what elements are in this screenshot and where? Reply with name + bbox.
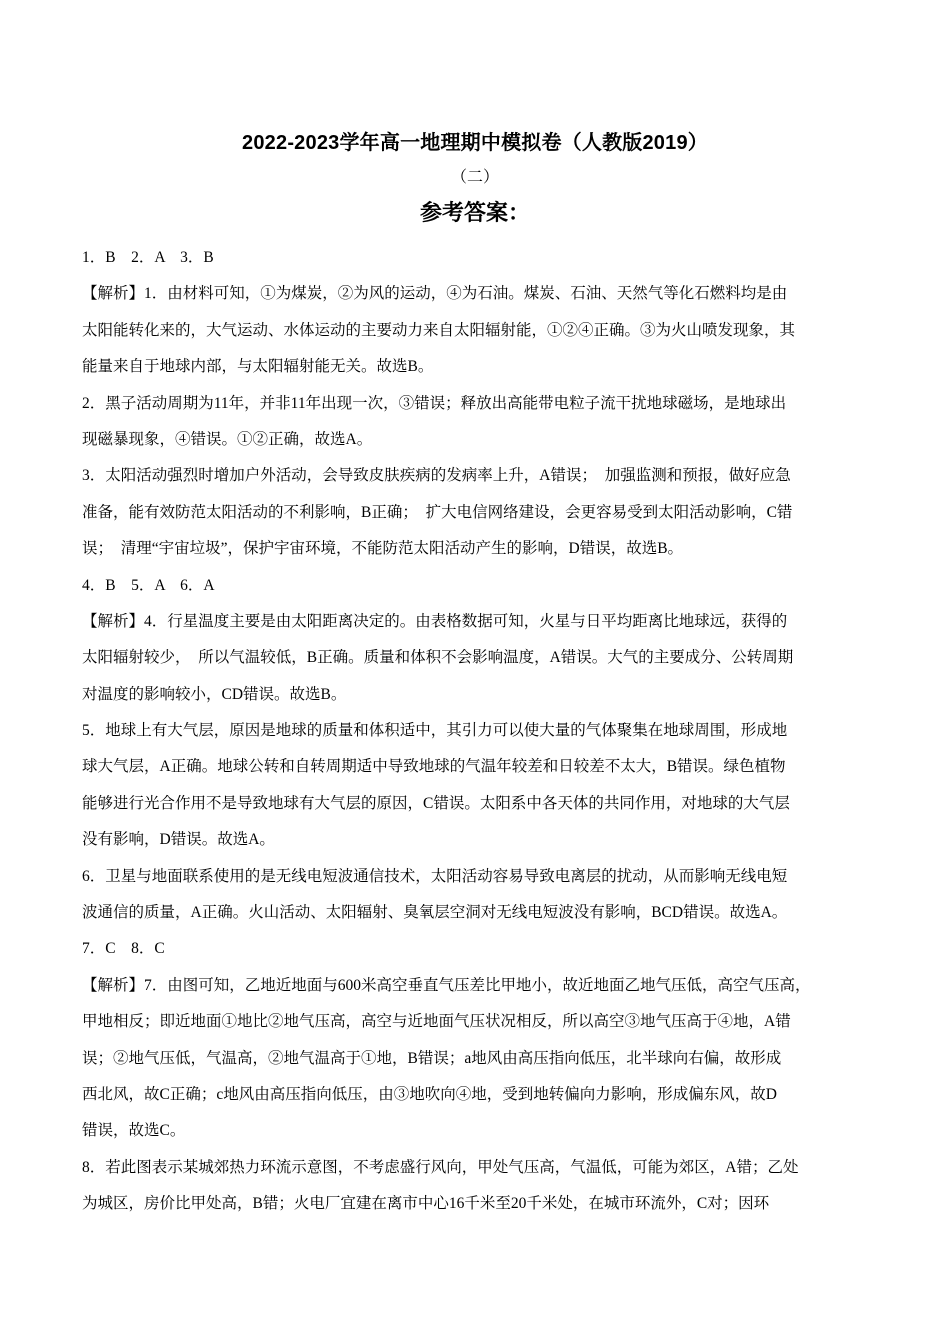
answer-line: 西北风，故C正确；c地风由高压指向低压，由③地吹向④地，受到地转偏向力影响，形成偏东风，故D xyxy=(82,1085,777,1103)
answer-line: 4．B 5．A 6．A xyxy=(82,576,215,594)
answer-line: 没有影响，D错误。故选A。 xyxy=(82,831,275,849)
answer-heading: 参考答案： xyxy=(419,201,530,226)
answer-body xyxy=(82,240,882,1223)
answer-line: 【解析】4．行星温度主要是由太阳距离决定的。由表格数据可知，火星与日平均距离比地球远，获得的 xyxy=(82,612,788,630)
answer-line: 波通信的质量，A正确。火山活动、太阳辐射、臭氧层空洞对无线电短波没有影响，BCD错误。故选A。 xyxy=(82,904,788,922)
answer-line: 8．若此图表示某城郊热力环流示意图，不考虑盛行风向，甲处气压高，气温低，可能为郊区，A错；乙处 xyxy=(82,1158,799,1176)
answer-line: 7．C 8．C xyxy=(82,940,165,958)
answer-line: 2．黑子活动周期为11年，并非11年出现一次，③错误；释放出高能带电粒子流干扰地球磁场，是地球出 xyxy=(82,394,787,412)
answer-line: 6．卫星与地面联系使用的是无线电短波通信技术，太阳活动容易导致电离层的扰动，从而影响无线电短 xyxy=(82,867,788,885)
answer-line: 太阳能转化来的，大气运动、水体运动的主要动力来自太阳辐射能，①②④正确。③为火山喷发现象，其 xyxy=(82,321,796,339)
answer-line: 误；②地气压低，气温高，②地气温高于①地，B错误；a地风由高压指向低压，北半球向右偏，故形成 xyxy=(82,1049,782,1067)
answer-line: 错误，故选C。 xyxy=(82,1122,186,1140)
answer-line: 甲地相反；即近地面①地比②地气压高，高空与近地面气压状况相反，所以高空③地气压高于④地，A错 xyxy=(82,1013,791,1031)
answer-line: 3．太阳活动强烈时增加户外活动，会导致皮肤疾病的发病率上升，A错误； 加强监测和预报，做好应急 xyxy=(82,467,791,485)
answer-line: 现磁暴现象，④错误。①②正确，故选A。 xyxy=(82,430,373,448)
document-subtitle: （二） xyxy=(450,169,499,186)
document-title: 2022-2023学年高一地理期中模拟卷（人教版2019） xyxy=(242,132,708,154)
answer-line: 为城区，房价比甲处高，B错；火电厂宜建在离市中心16千米至20千米处，在城市环流外，C对；因环 xyxy=(82,1195,770,1213)
answer-line: 准备，能有效防范太阳活动的不利影响，B正确； 扩大电信网络建设，会更容易受到太阳活动影响，C错 xyxy=(82,503,793,521)
answer-line: 能量来自于地球内部，与太阳辐射能无关。故选B。 xyxy=(82,358,434,376)
answer-line: 太阳辐射较少， 所以气温较低，B正确。质量和体积不会影响温度，A错误。大气的主要成分、公转周期 xyxy=(82,649,794,667)
answer-line: 球大气层，A正确。地球公转和自转周期适中导致地球的气温年较差和日较差不太大，B错误。绿色植物 xyxy=(82,758,786,776)
answer-line: 1．B 2．A 3．B xyxy=(82,249,214,266)
answer-line: 对温度的影响较小，CD错误。故选B。 xyxy=(82,685,347,703)
answer-line: 能够进行光合作用不是导致地球有大气层的原因，C错误。太阳系中各天体的共同作用，对地球的大气层 xyxy=(82,794,790,812)
answer-line: 【解析】1．由材料可知，①为煤炭，②为风的运动，④为石油。煤炭、石油、天然气等化石燃料均是由 xyxy=(82,285,788,303)
answer-line: 【解析】7．由图可知，乙地近地面与600米高空垂直气压差比甲地小，故近地面乙地气压低，高空气压高， xyxy=(82,976,811,994)
answer-line: 误； 清理“宇宙垃圾”，保护宇宙环境，不能防范太阳活动产生的影响，D错误，故选B。 xyxy=(82,540,684,558)
answer-line: 5．地球上有大气层，原因是地球的质量和体积适中，其引力可以使大量的气体聚集在地球周围，形成地 xyxy=(82,722,788,740)
